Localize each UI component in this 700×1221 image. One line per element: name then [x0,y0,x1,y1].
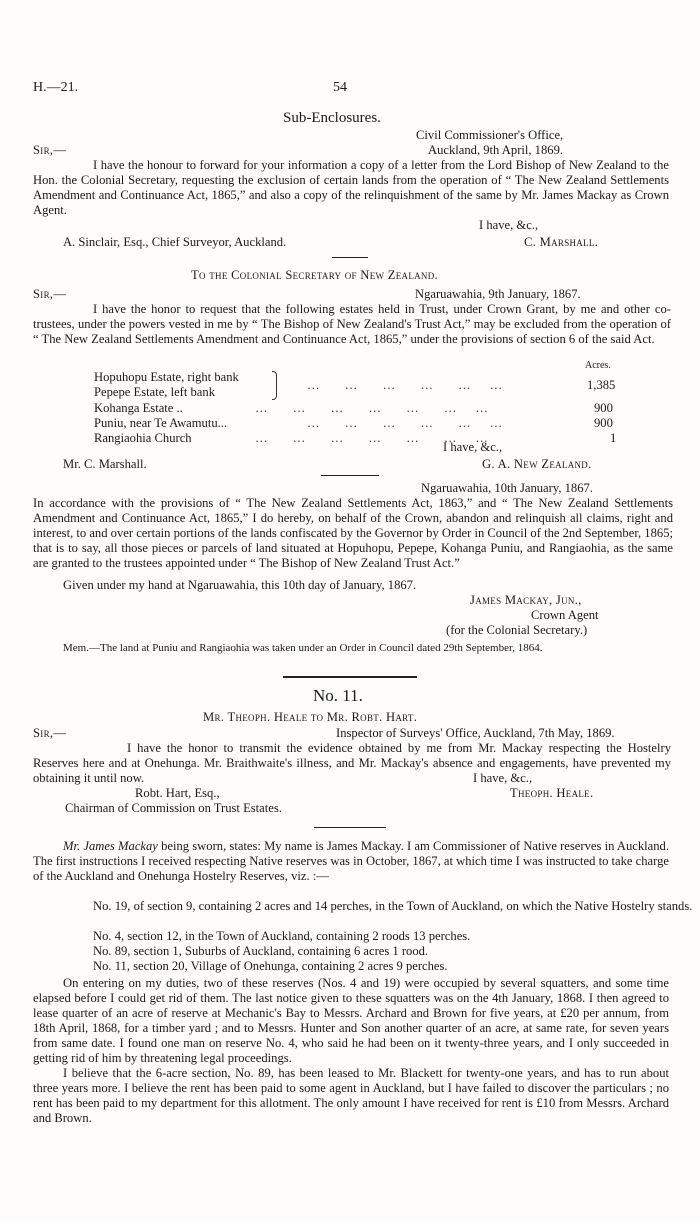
relinquishment-signature-title: Crown Agent [531,608,599,622]
letter1-closing: I have, &c., [479,218,539,232]
estate-acres: 1,385 [587,378,616,392]
separator-rule [314,827,386,828]
no11-office-date: Inspector of Surveys' Office, Auckland, 7th May, 1869. [336,726,615,740]
letter1-salutation: Sir,— [33,143,67,157]
no11-body: I have the honor to transmit the evidence obtained by me from Mr. Mackay respecting the Hostelry Reserves here and at Onehunga. Mr. Braithwaite's illness, and Mr. Mackay's absence and engagements, have prevented my obtaining it until now. [33,741,671,785]
section-subheading: Mr. Theoph. Heale to Mr. Robt. Hart. [203,710,418,724]
estate-acres: 900 [594,416,613,430]
section-heading: Sub-Enclosures. [283,110,381,126]
letter2-signature: G. A. New Zealand. [482,457,592,471]
estate-name: Puniu, near Te Awamutu... [94,416,228,430]
no11-salutation: Sir,— [33,726,67,740]
evidence-intro-text: being sworn, states: My name is James Mackay. I am Commissioner of Native reserves in Auckland. The first instructions I received respecting Native reserves was in October, 1867, at which time I was instructed to take charge of the Auckland and Onehunga Hostelry Reserves, viz. :— [33,839,669,883]
letter1-place-date: Auckland, 9th April, 1869. [428,143,564,157]
relinquishment-memo: Mem.—The land at Puniu and Rangiaohia was taken under an Order in Council dated 29th September, 1864. [63,642,543,654]
relinquishment-signature-for: (for the Colonial Secretary.) [446,623,588,637]
letter1-signature: C. Marshall. [524,235,599,249]
relinquishment-place-date: Ngaruawahia, 10th January, 1867. [421,481,593,495]
leader-dots: … … … … … … [307,416,503,430]
estate-name: Kohanga Estate .. [94,401,183,415]
leader-dots: … … … … … … [307,378,503,392]
no11-signature: Theoph. Heale. [510,786,594,800]
letter2-addressee: Mr. C. Marshall. [63,457,147,471]
estate-acres: 1 [610,431,617,445]
evidence-paragraph-2: On entering on my duties, two of these reserves (Nos. 4 and 19) were occupied by several squatters, and some time elapsed before I could get rid of them. The last notice given to these squatters was on the 4th January, 1868. I then agreed to lease quarter of an acre of reserve at Mechanic's Bay to Messrs. Archard and Brown for five years, at £20 per annum, from 18th April, 1868, for a timber yard ; and to Messrs. Hunter and Son another quarter of an acre, at same rate, for seven years from same date. I found one man on reserve No. 4, who said he had been on it twenty-three years, and I only succeeded in getting rid of him by threatening legal proceedings. [33,976,669,1065]
no11-closing: I have, &c., [473,771,533,785]
section-divider [283,676,417,678]
leader-dots: … … … … … … … [255,401,488,415]
acres-column-header: Acres. [585,360,611,371]
letter1-body: I have the honour to forward for your information a copy of a letter from the Lord Bishop of New Zealand to the Hon. the Colonial Secretary, requesting the exclusion of certain lands from the operation of “ The New Zealand Settlements Amendment and Continuance Act, 1865,” and also a copy of the relinquishment of the same by Mr. James Mackay as Crown Agent. [33,158,669,217]
relinquishment-signature-name: James Mackay, Jun., [470,593,582,607]
no11-addressee: Robt. Hart, Esq., [135,786,220,800]
relinquishment-given: Given under my hand at Ngaruawahia, this 10th day of January, 1867. [63,578,417,592]
letter1-office: Civil Commissioner's Office, [416,128,564,142]
letter2-body: I have the honor to request that the following estates held in Trust, under Crown Grant, by me and other co-trustees, under the powers vested in me by “ The Bishop of New Zealand's Trust Act,” may be excluded from the operation of “ The New Zealand Settlements Amendment and Continuance Act, 1865,” under the provisions of section 6 of the said Act. [33,302,671,346]
document-reference: H.—21. [33,80,79,95]
evidence-paragraph-3: I believe that the 6-acre section, No. 89, has been leased to Mr. Blackett for twenty-one years, and has to run about three years more. I believe the rent has been paid to some agent in Auckland, but I have failed to discover the particulars ; no rent has been paid to my department for this allotment. The only amount I have received for rent is £10 from Messrs. Archard and Brown. [33,1066,669,1125]
separator-rule [321,475,379,476]
letter2-closing: I have, &c., [443,440,503,454]
letter1-addressee: A. Sinclair, Esq., Chief Surveyor, Auckland. [63,235,287,249]
page-number: 54 [333,80,347,95]
estate-acres: 900 [594,401,613,415]
evidence-paragraph-1 [33,839,669,884]
relinquishment-body: In accordance with the provisions of “ The New Zealand Settlements Act, 1863,” and “ The New Zealand Settlements Amendment and Continuance Act, 1865,” I do hereby, on behalf of the Crown, abandon and relinquish all claims, right and interest, to and over certain portions of the lands confiscated by the Governor by Order in Council of the 2nd September, 1865; that is to say, all those pieces or parcels of land situated at Hopuhopu, Pepepe, Kohanga Puniu, and Rangiaohia, as the same are granted to the trustees appointed under “ The Bishop of New Zealand Trust Act.” [33,496,673,570]
letter2-salutation: Sir,— [33,287,67,301]
no11-addressee-title: Chairman of Commission on Trust Estates. [65,801,282,815]
estate-name: Pepepe Estate, left bank [94,385,215,399]
separator-rule [332,257,368,258]
brace [272,371,277,400]
estate-name: Hopuhopu Estate, right bank [94,370,239,384]
witness-name: Mr. James Mackay [63,839,158,853]
reserve-item: No. 4, section 12, in the Town of Auckland, containing 2 roods 13 perches. [93,929,471,943]
letter2-place-date: Ngaruawahia, 9th January, 1867. [415,287,581,301]
letter2-to-line: To the Colonial Secretary of New Zealand. [191,268,438,282]
reserve-item: No. 11, section 20, Village of Onehunga, containing 2 acres 9 perches. [93,959,448,973]
reserve-item: No. 19, of section 9, containing 2 acres and 14 perches, in the Town of Auckland, on which the Native Hostelry stands. [93,899,693,913]
section-number-heading: No. 11. [313,686,363,705]
estate-name: Rangiaohia Church [94,431,192,445]
reserve-item: No. 89, section 1, Suburbs of Auckland, containing 6 acres 1 rood. [93,944,429,958]
leader-dots: … … … … … … … [255,431,488,445]
